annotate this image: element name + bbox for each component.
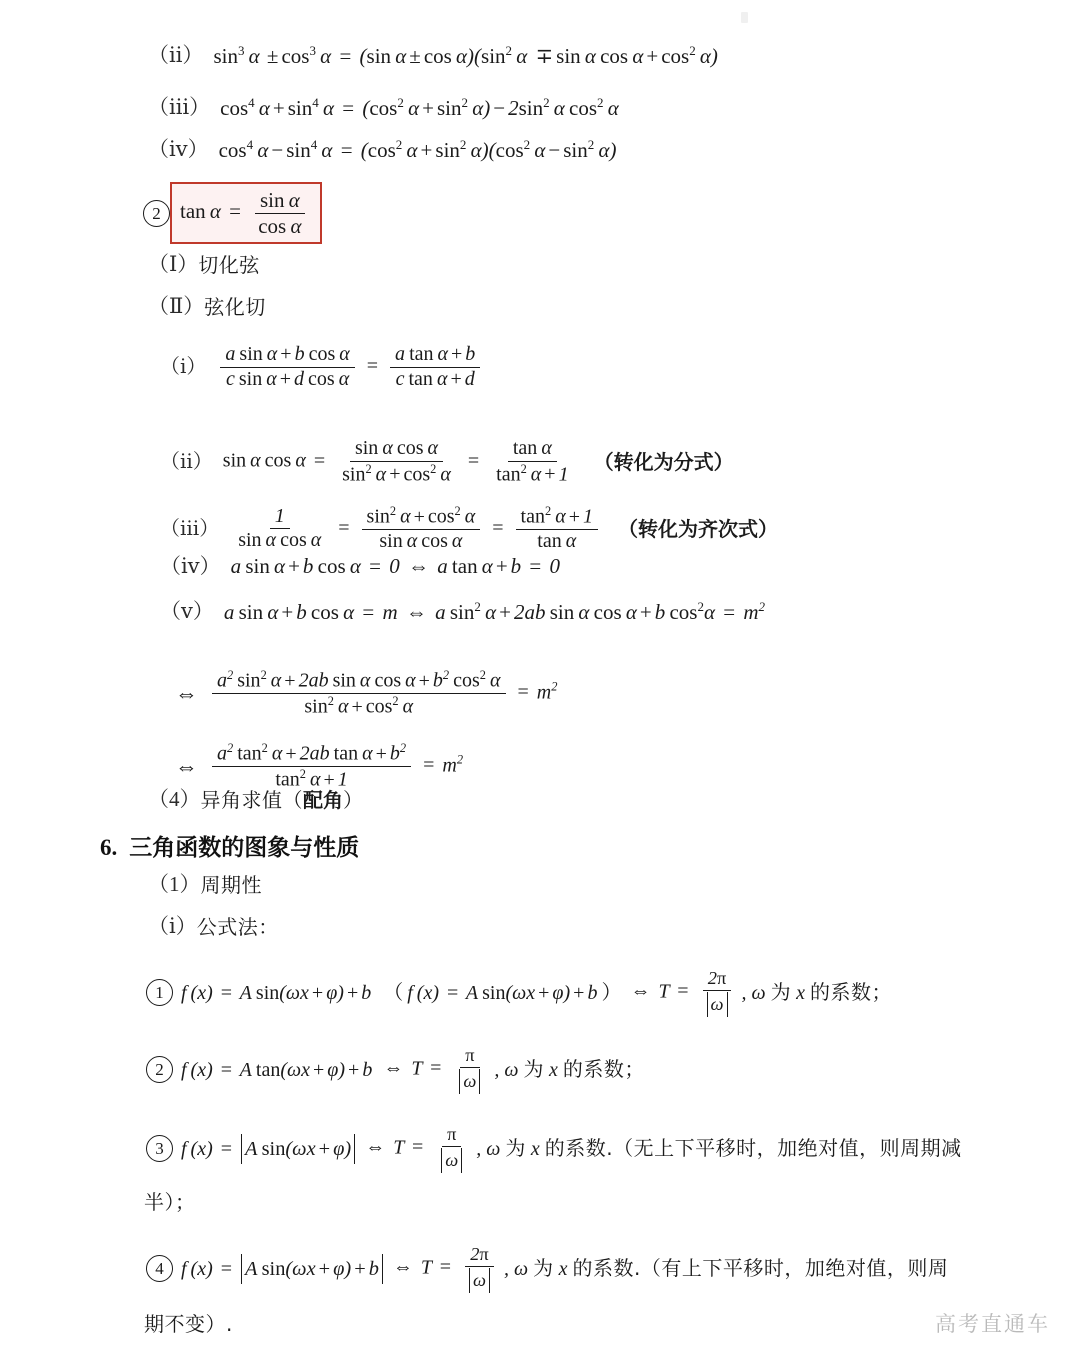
subsection-text-1: 周期性	[200, 872, 262, 897]
fraction-pi-over-abs-omega	[453, 1045, 486, 1095]
fraction-denominator: sin α cos α	[238, 529, 322, 552]
formula-conv-ii-body: sin α cos α = $\frac{\text{sin α cos α}}{\sin^2 \alpha + \cos^2 \alpha}$ = $\frac{\text{tan α}}{\tan^2 \alpha + 1}$	[223, 437, 578, 487]
formula-line-period-4-wrap	[144, 1314, 233, 1334]
item-text-4-tail: ）	[343, 787, 364, 812]
fraction-one-over-sincos	[233, 505, 326, 553]
formula-line-conv-v-step1	[175, 668, 557, 720]
absolute-value-bars-expr: A sin (ωx + φ) + b	[241, 1254, 383, 1285]
formula-period-4-lhs: f (x) = A sin (ωx + φ) + b	[181, 1254, 384, 1285]
fraction-denominator: c sin α + d cos α	[225, 367, 350, 390]
highlight-box-tan-identity	[170, 182, 322, 244]
fraction-2pi-over-abs-omega	[463, 1244, 496, 1294]
fraction-numerator: sin α	[255, 188, 305, 214]
subsection-label-i: （ⅰ）	[148, 914, 197, 938]
fraction-numerator: π	[442, 1124, 461, 1147]
absolute-value-bars: ω	[469, 1268, 490, 1293]
section-heading-6	[100, 829, 359, 862]
fraction-denominator: sin α cos α	[379, 530, 463, 553]
formula-period-3-result: ⇔ T = $\frac{\pi}{\omega}$	[362, 1124, 472, 1174]
fraction-step1	[212, 668, 506, 720]
note-conv-ii: （转化为分式）	[593, 449, 734, 474]
line-label-iv: （ⅳ）	[148, 137, 209, 161]
fraction-numerator: π	[460, 1045, 479, 1068]
formula-iii-body: $\cos^4 \alpha + \sin^4 \alpha = (\cos^2$ $\alpha + \sin^2 \alpha) - 2\sin^2$ α $\cos^2 \alpha$	[220, 95, 619, 120]
formula-conv-iii-body: $\frac{1}{\text{sin α cos α}}$ = $\frac{\sin^2 \alpha + \cos^2 \alpha}{\text{sin α cos α}}$ = $\frac{\tan^2 \alpha + 1}{\text{tan α}}$	[229, 504, 602, 554]
fraction-numerator: 1	[270, 505, 290, 530]
fraction-tan2-plus1-over-tan	[516, 504, 598, 554]
formula-ii-body: $\sin^3 \alpha \pm \cos^3 \alpha = (\sin$ $\alpha \pm \cos \alpha)(\sin^2$ α ∓ sin α $\cos \alpha + \cos^2 \alpha$)	[213, 43, 718, 68]
fraction-tan-over-tan2-plus1	[491, 437, 573, 487]
line-label-conv-iv: （ⅳ）	[160, 554, 221, 578]
method-label-II: （Ⅱ）	[148, 294, 205, 318]
formula-conv-v-body: a sin α + b cos α = m ⇔ a $\sin^2 \alpha + 2ab$ sin α cos α + b $\cos^2\alpha = m^2$	[223, 599, 766, 624]
fraction-2pi-over-abs-omega	[701, 968, 734, 1018]
formula-step2-body: $\frac{a^2 \tan^2 \alpha + 2ab \tan \alpha + b^2}{\tan^2 \alpha + 1}$ = $m^2$	[208, 741, 463, 793]
fraction-pi-over-abs-omega	[435, 1124, 468, 1174]
formula-period-2-result: ⇔ T = $\frac{\pi}{\omega}$	[380, 1045, 490, 1095]
tan-identity-formula: tan α = $\frac{\text{sin α}}{\text{cos α}}$	[180, 188, 310, 238]
subsection-line-1	[148, 874, 262, 895]
item-line-4	[148, 789, 364, 810]
fraction-numerator: $\sin^2 \alpha + \cos^2 \alpha$	[362, 504, 481, 530]
formula-line-conv-v	[160, 600, 765, 623]
formula-period-4-note: , ω 为 x 的系数.（有上下平移时，加绝对值，则周	[503, 1256, 949, 1281]
fraction-denominator: $\sin^2 \alpha + \cos^2 \alpha$	[304, 694, 414, 718]
fraction-sin-over-cos	[253, 188, 306, 238]
formula-period-1-lhs: f (x) = A sin(ωx + φ) + b	[181, 981, 372, 1004]
formula-line-conv-ii	[160, 437, 734, 487]
marker-circle-2: 2	[143, 200, 170, 227]
fraction-numerator: 2π	[703, 968, 732, 991]
fraction-numerator: a tan α + b	[390, 343, 480, 368]
formula-line-conv-i	[160, 343, 484, 391]
formula-iv-body: $\cos^4 \alpha - \sin^4 \alpha = (\cos^2$ $\alpha + \sin^2 \alpha)(\cos^2$ $\alpha - \sin^2 \alpha$)	[218, 137, 617, 162]
method-text-I: 切化弦	[198, 252, 260, 277]
fraction-denominator	[701, 991, 734, 1018]
fraction-numerator: sin α cos α	[350, 437, 443, 462]
subsection-text-i: 公式法：	[196, 914, 279, 939]
formula-line-period-3	[146, 1124, 962, 1174]
marker-circle-1-period: 1	[146, 979, 173, 1006]
formula-period-2-lhs: f (x) = A tan(ωx + φ) + b	[181, 1058, 373, 1081]
marker-circle-2-period: 2	[146, 1056, 173, 1083]
formula-step1-body: $\frac{a^2 \sin^2 \alpha + 2ab \sin \alpha \cos \alpha + b^2 \cos^2 \alpha}{\sin^2 \alpha + \cos^2 \alpha}$ = $m^2$	[208, 668, 557, 720]
formula-period-1-paren: （ f (x) = A sin(ωx + φ) + b ）	[383, 981, 622, 1004]
formula-line-period-1	[146, 968, 892, 1018]
item-text-4: 异角求值（	[200, 787, 303, 812]
fraction-step2	[212, 741, 411, 793]
formula-line-iii-fourth-sum	[148, 96, 619, 119]
line-label-conv-i: （ⅰ）	[160, 356, 207, 379]
line-label-conv-ii: （ⅱ）	[160, 450, 213, 473]
absolute-value-bars: ω	[459, 1069, 480, 1094]
formula-period-3-note: , ω 为 x 的系数.（无上下平移时，加绝对值，则周期减	[476, 1136, 962, 1161]
fraction-numerator: $a^2$ $\sin^2 \alpha + 2ab$ sin α $\cos \alpha + b^2$ $\cos^2 \alpha$	[212, 668, 506, 694]
line-label-conv-iii: （ⅲ）	[160, 517, 220, 540]
absolute-value-bars-expr: A sin (ωx + φ)	[241, 1134, 355, 1165]
formula-period-4-result: ⇔ T = $\frac{2\pi}{\omega}$	[390, 1244, 500, 1294]
section-number: 6.	[100, 835, 118, 860]
fraction-denominator: cos α	[258, 213, 302, 238]
line-label-iii: （ⅲ）	[148, 95, 211, 119]
iff-operator-1: ⇔	[175, 681, 198, 707]
formula-line-conv-v-step2	[175, 741, 463, 793]
formula-line-period-3-wrap	[144, 1192, 196, 1212]
marker-circle-3-period: 3	[146, 1135, 173, 1162]
formula-period-3-lhs: f (x) = A sin (ωx + φ)	[181, 1134, 356, 1165]
line-label-conv-v: （ⅴ）	[160, 599, 214, 623]
fraction-numerator: a sin α + b cos α	[220, 343, 354, 368]
method-text-II: 弦化切	[204, 294, 266, 319]
item-label-4: （4）	[148, 787, 201, 811]
formula-period-4-note-wrap: 期不变）.	[144, 1312, 233, 1336]
formula-period-3-note-wrap: 半）；	[144, 1190, 196, 1214]
fraction-numerator: $\tan^2 \alpha + 1$	[516, 504, 598, 530]
section-title: 三角函数的图象与性质	[129, 835, 360, 861]
scan-artifact	[741, 12, 748, 23]
marker-circle-4-period: 4	[146, 1255, 173, 1282]
fraction-numerator: tan α	[508, 437, 557, 462]
note-conv-iii: （转化为齐次式）	[617, 516, 778, 541]
fraction-denominator: $\tan^2 \alpha + 1$	[496, 461, 569, 486]
subsection-line-i	[148, 916, 279, 937]
subsection-label-1: （1）	[148, 872, 201, 896]
formula-line-iv-fourth-diff	[148, 138, 617, 161]
fraction-denominator	[435, 1147, 468, 1174]
formula-period-2-note: , ω 为 x 的系数；	[494, 1057, 645, 1082]
fraction-denominator: $\sin^2 \alpha + \cos^2 \alpha$	[342, 461, 451, 486]
formula-conv-i-body: $\frac{\text{a sin α + b cos α}}{\text{c sin α + d cos α}}$ = $\frac{\text{a tan α + b}}{\text{c tan α + d}}$	[216, 343, 484, 391]
formula-period-1-result: ⇔ T = $\frac{2\pi}{\omega}$	[627, 968, 737, 1018]
formula-line-period-2	[146, 1045, 645, 1095]
watermark-label: 高考直通车	[935, 1312, 1050, 1336]
absolute-value-bars: ω	[441, 1148, 462, 1173]
method-line-II	[148, 296, 266, 317]
absolute-value-bars: ω	[707, 992, 728, 1017]
formula-conv-iv-body: a sin α + b cos α = 0 ⇔ a tan α + b = 0	[230, 554, 560, 578]
fraction-sincos-over-sin2-cos2	[337, 437, 456, 487]
formula-line-period-4	[146, 1244, 948, 1294]
method-label-I: （Ⅰ）	[148, 252, 199, 276]
fraction-sin2-cos2-over-sincos	[362, 504, 481, 554]
formula-line-conv-iii	[160, 504, 778, 554]
fraction-denominator: c tan α + d	[395, 367, 475, 390]
formula-line-conv-iv	[160, 556, 560, 577]
method-line-I	[148, 254, 260, 275]
fraction-atan-b-over-ctan-d	[390, 343, 480, 391]
fraction-denominator	[453, 1068, 486, 1095]
fraction-denominator	[463, 1267, 496, 1294]
fraction-numerator: 2π	[465, 1244, 494, 1267]
formula-line-ii-cubes	[148, 44, 718, 67]
formula-period-1-note: , ω 为 x 的系数；	[741, 980, 893, 1005]
fraction-numerator: $a^2$ $\tan^2 \alpha + 2ab$ $\tan \alpha + b^2$	[212, 741, 411, 767]
item-text-4-bold: 配角	[303, 787, 343, 812]
iff-operator-2: ⇔	[175, 754, 198, 780]
line-label-ii: （ⅱ）	[148, 43, 204, 67]
fraction-denominator: $\tan^2 \alpha + 1$	[275, 767, 348, 791]
fraction-asin-bcos-over-csin-dcos	[220, 343, 354, 391]
highlighted-tan-identity-row	[143, 182, 322, 244]
fraction-denominator: tan α	[537, 530, 577, 553]
